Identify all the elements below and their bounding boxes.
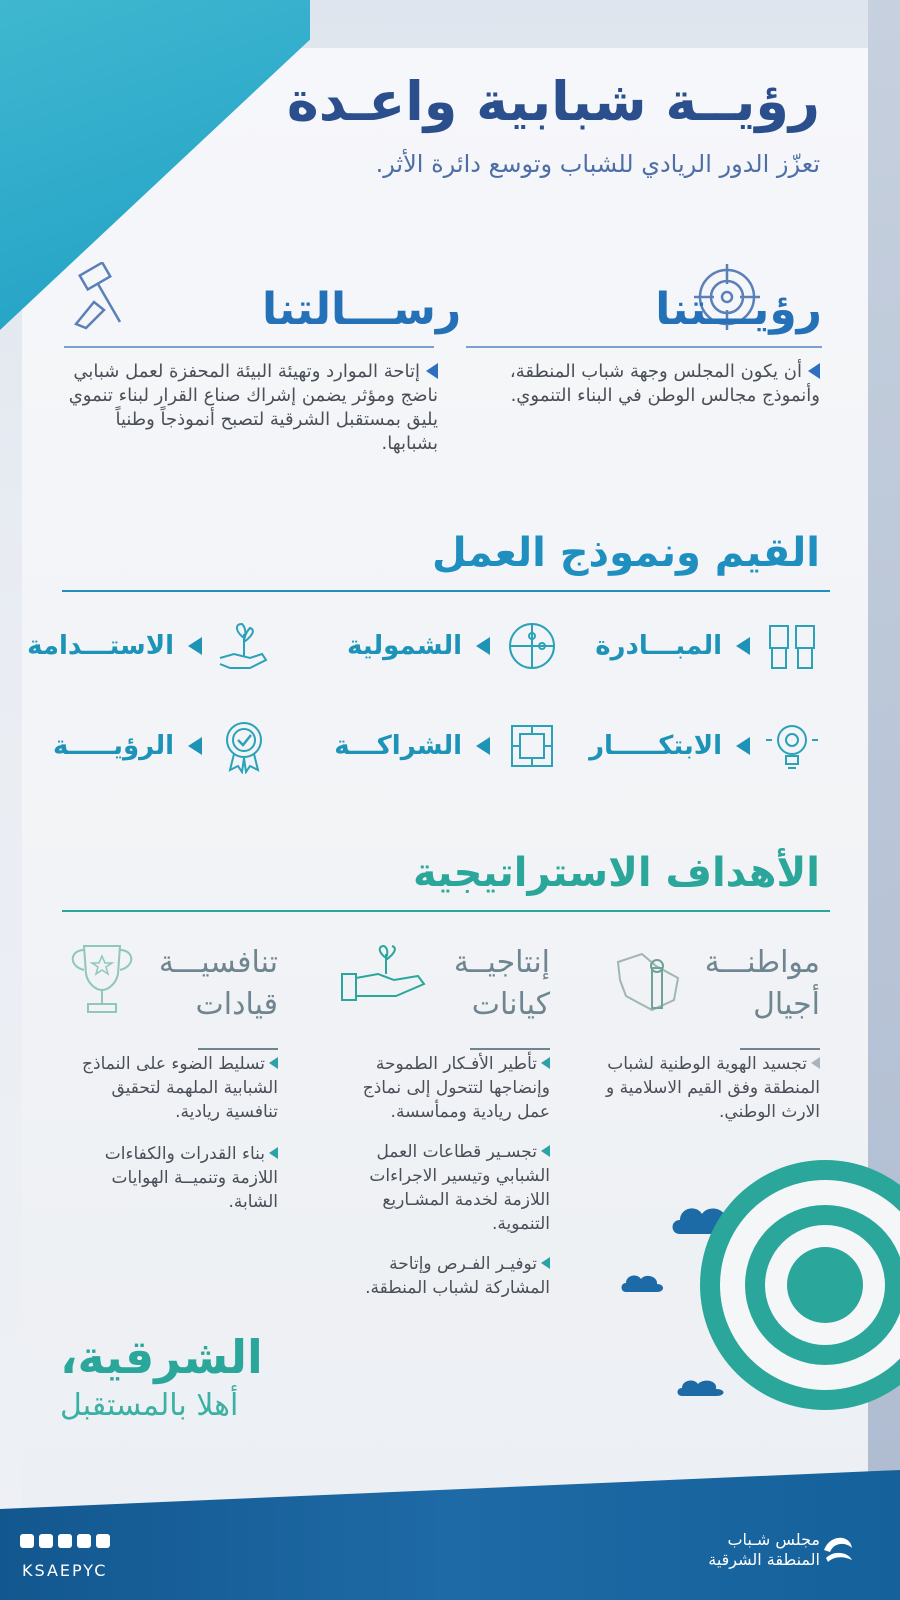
goal-productivity-points: تأطير الأفـكار الطموحة وإنضاجها لتتحول إلى نماذج عمل ريادية وممأسسة. تجسـير قطاعات العمل الشبابي وتيسير الاجراءات اللازمة لخدمة المشـاريع التنموية. توفيـر الفـرص وإتاحة المشاركة لشباب المنطقة. — [362, 1054, 550, 1298]
value-vision: الرؤيـــــة — [53, 718, 272, 774]
goal-competitiveness-title: تنافسيـــة قيادات — [128, 942, 278, 1068]
vision-rule — [466, 346, 822, 348]
mission-text: إتاحة الموارد وتهيئة البيئة المحفزة لعمل شبابي ناضج ومؤثر يضمن إشراك صناع القرار لبناء تنموي يليق بمستقبل الشرقية لتصبح أنموذجاً وطنياً بشبابها. — [68, 361, 438, 454]
social-icons — [20, 1534, 110, 1548]
lightbulb-gear-icon — [764, 718, 820, 774]
instagram-icon[interactable] — [58, 1534, 72, 1548]
target-decoration-icon — [700, 1160, 900, 1410]
value-innovation: الابتكـــــار — [589, 718, 820, 774]
goal-bullet-icon — [811, 1057, 820, 1069]
slogan-line2: أهلا بالمستقبل — [60, 1388, 239, 1423]
bullet-icon — [808, 363, 820, 379]
globe-puzzle-icon — [504, 618, 560, 674]
plant-hand-icon — [216, 618, 272, 674]
value-bullet-icon — [188, 637, 202, 655]
values-title: القيم ونموذج العمل — [431, 530, 820, 576]
joined-hands-icon — [504, 718, 560, 774]
mission-title: رســـالتنا — [262, 284, 462, 335]
value-bullet-icon — [188, 737, 202, 755]
goal-bullet-icon — [269, 1147, 278, 1159]
snapchat-icon[interactable] — [77, 1534, 91, 1548]
goal-bullet-icon — [541, 1145, 550, 1157]
goal-citizenship-points: تجسيد الهوية الوطنية لشباب المنطقة وفق القيم الاسلامية و الارث الوطني. — [606, 1054, 820, 1122]
mission-rule — [64, 346, 434, 348]
org-logo-icon — [820, 1530, 856, 1570]
hammer-hand-icon — [68, 262, 132, 332]
value-bullet-icon — [736, 737, 750, 755]
value-initiative: المبـــادرة — [595, 618, 820, 674]
goal-bullet-icon — [541, 1057, 550, 1069]
org-name: مجلس شـباب المنطقة الشرقية — [708, 1530, 820, 1569]
value-bullet-icon — [736, 637, 750, 655]
youtube-icon[interactable] — [39, 1534, 53, 1548]
goal-productivity-title: إنتاجيــة كيانات — [400, 942, 550, 1068]
bullet-icon — [426, 363, 438, 379]
vision-title: رؤيـــتنا — [655, 284, 822, 335]
goals-rule — [62, 910, 830, 912]
slogan-line1: الشرقية، — [60, 1330, 263, 1384]
values-rule — [62, 590, 830, 592]
value-bullet-icon — [476, 637, 490, 655]
puzzle-hands-icon — [764, 618, 820, 674]
cloud-icon — [620, 1270, 666, 1294]
goal-competitiveness-points: تسليط الضوء على النماذج الشبابية الملهمة لتحقيق تنافسية ريادية. بناء القدرات والكفاءات اللازمة وتنميــة الهوايات الشابة. — [82, 1054, 278, 1212]
value-bullet-icon — [476, 737, 490, 755]
goal-citizenship-title: مواطنـــة أجيال — [670, 942, 820, 1068]
badge-check-icon — [216, 718, 272, 774]
value-inclusiveness: الشمولية — [347, 618, 560, 674]
value-sustainability: الاستـــدامة — [27, 618, 272, 674]
page-subtitle: تعزّز الدور الريادي للشباب وتوسع دائرة الأثر. — [375, 150, 820, 178]
page-title: رؤيــة شبابية واعـدة — [286, 70, 820, 133]
social-handle: KSAEPYC — [22, 1561, 108, 1580]
vision-text: أن يكون المجلس وجهة شباب المنطقة، وأنموذج مجالس الوطن في البناء التنموي. — [509, 361, 820, 406]
value-partnership: الشراكـــة — [334, 718, 560, 774]
goals-title: الأهداف الاستراتيجية — [413, 850, 820, 896]
linkedin-icon[interactable] — [96, 1534, 110, 1548]
twitter-icon[interactable] — [20, 1534, 34, 1548]
goal-bullet-icon — [541, 1257, 550, 1269]
goal-bullet-icon — [269, 1057, 278, 1069]
